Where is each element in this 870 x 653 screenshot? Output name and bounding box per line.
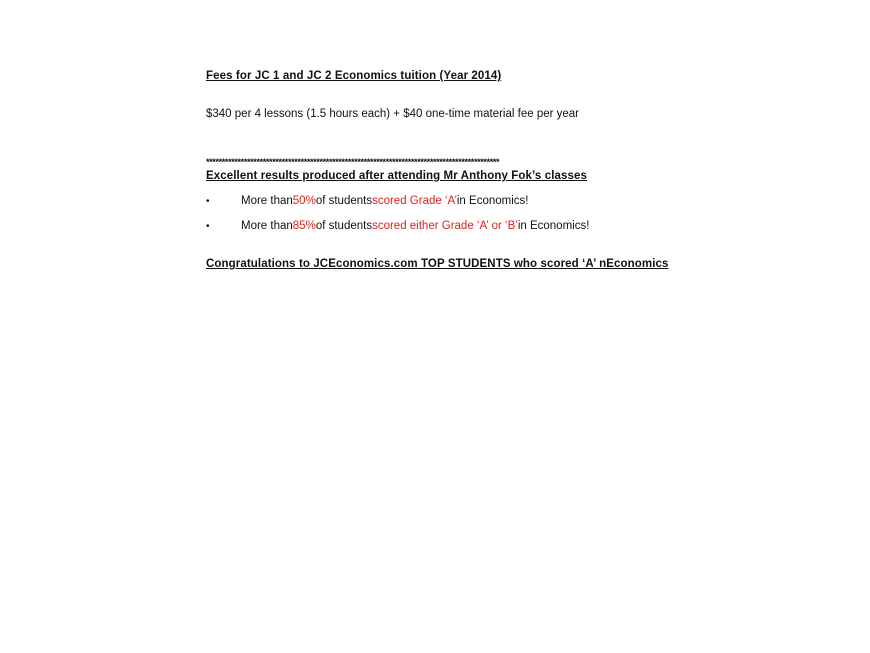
bullet-text-part: of students: [315, 195, 373, 207]
results-heading: Excellent results produced after attending Mr Anthony Fok’s classes: [206, 170, 587, 182]
asterisk-separator: *********************************************************************************************: [206, 157, 500, 167]
bullet-text-part: in Economics!: [456, 195, 529, 207]
bullet-highlight-grade: scored Grade ‘A’: [372, 195, 457, 207]
bullet-highlight-percent: 85%: [292, 220, 316, 232]
bullet-text-part: More than: [241, 220, 293, 232]
congrats-heading: Congratulations to JCEconomics.com TOP STUDENTS who scored ‘A’ nEconomics: [206, 258, 669, 270]
bullet-marker: •: [206, 221, 210, 232]
bullet-highlight-grade: scored either Grade ‘A’ or ‘B’: [372, 220, 518, 232]
bullet-text-part: More than: [241, 195, 293, 207]
fees-line: $340 per 4 lessons (1.5 hours each) + $40 one-time material fee per year: [206, 108, 580, 120]
bullet-highlight-percent: 50%: [292, 195, 316, 207]
bullet-marker: •: [206, 196, 210, 207]
fees-heading: Fees for JC 1 and JC 2 Economics tuition (Year 2014): [206, 70, 502, 82]
result-bullet-1: [206, 195, 528, 207]
bullet-text-part: of students: [315, 220, 373, 232]
result-bullet-2: [206, 220, 589, 232]
bullet-text-part: in Economics!: [517, 220, 590, 232]
